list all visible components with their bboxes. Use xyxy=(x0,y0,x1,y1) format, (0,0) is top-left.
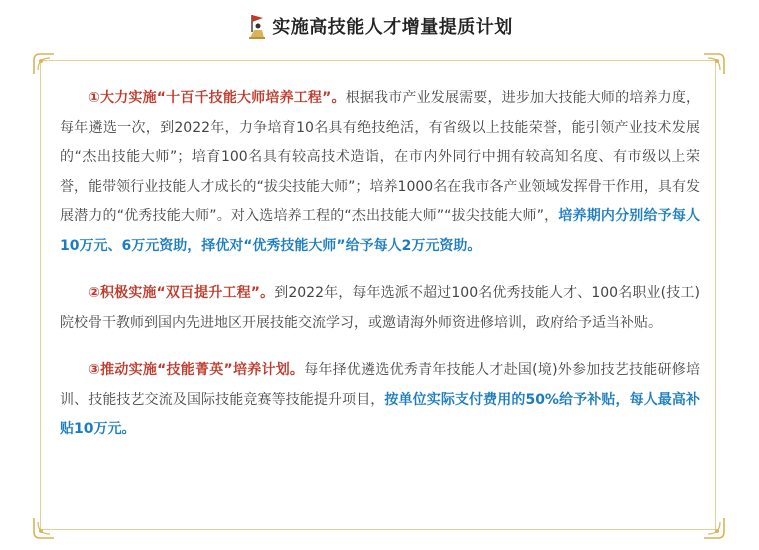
paragraph-3 xyxy=(60,356,700,445)
paragraph-highlight: 按单位实际支付费用的50%给予补贴，每人最高补贴10万元。 xyxy=(60,391,701,437)
page-title: 实施高技能人才增量提质计划 xyxy=(272,17,513,38)
paragraph-heading: ②积极实施“双百提升工程”。 xyxy=(88,285,275,301)
paragraph-heading: ①大力实施“十百千技能大师培养工程”。 xyxy=(88,90,346,106)
corner-ornament-icon xyxy=(32,52,56,76)
corner-ornament-icon xyxy=(702,516,726,540)
paragraph-highlight: 培养期内分别给予每人10万元、6万元资助，择优对“优秀技能大师”给予每人2万元资助。 xyxy=(60,208,701,254)
paragraph-text: 到2022年，每年选派不超过100名优秀技能人才、100名职业(技工)院校骨干教师到国内先进地区开展技能交流学习，或邀请海外师资进修培训，政府给予适当补贴。 xyxy=(60,285,700,331)
paragraph-text: 每年择优遴选优秀青年技能人才赴国(境)外参加技艺技能研修培训、技能技艺交流及国际技能竞赛等技能提升项目， xyxy=(60,362,700,408)
section-header xyxy=(0,8,759,44)
paragraph-heading: ③推动实施“技能菁英”培养计划。 xyxy=(88,362,305,378)
paragraph-2 xyxy=(60,279,700,338)
paragraph-text: 根据我市产业发展需要，进步加大技能大师的培养力度，每年遴选一次，到2022年，力争培育10名具有绝技绝活，有省级以上技能荣誉，能引领产业技术发展的“杰出技能大师”；培育100名具有较高技术造诣，在市内外同行中拥有较高知名度、有市级以上荣誉，能带领行业技能人才成长的“拔尖技能大师”；培养1000名在我市各产业领域发挥骨干作用，具有发展潜力的“优秀技能大师”。对入选培养工程的“杰出技能大师”“拔尖技能大师”， xyxy=(60,90,701,224)
paragraph-1 xyxy=(60,84,700,261)
corner-ornament-icon xyxy=(702,52,726,76)
article-body xyxy=(60,84,700,463)
corner-ornament-icon xyxy=(32,516,56,540)
trophy-flag-icon xyxy=(246,12,268,40)
